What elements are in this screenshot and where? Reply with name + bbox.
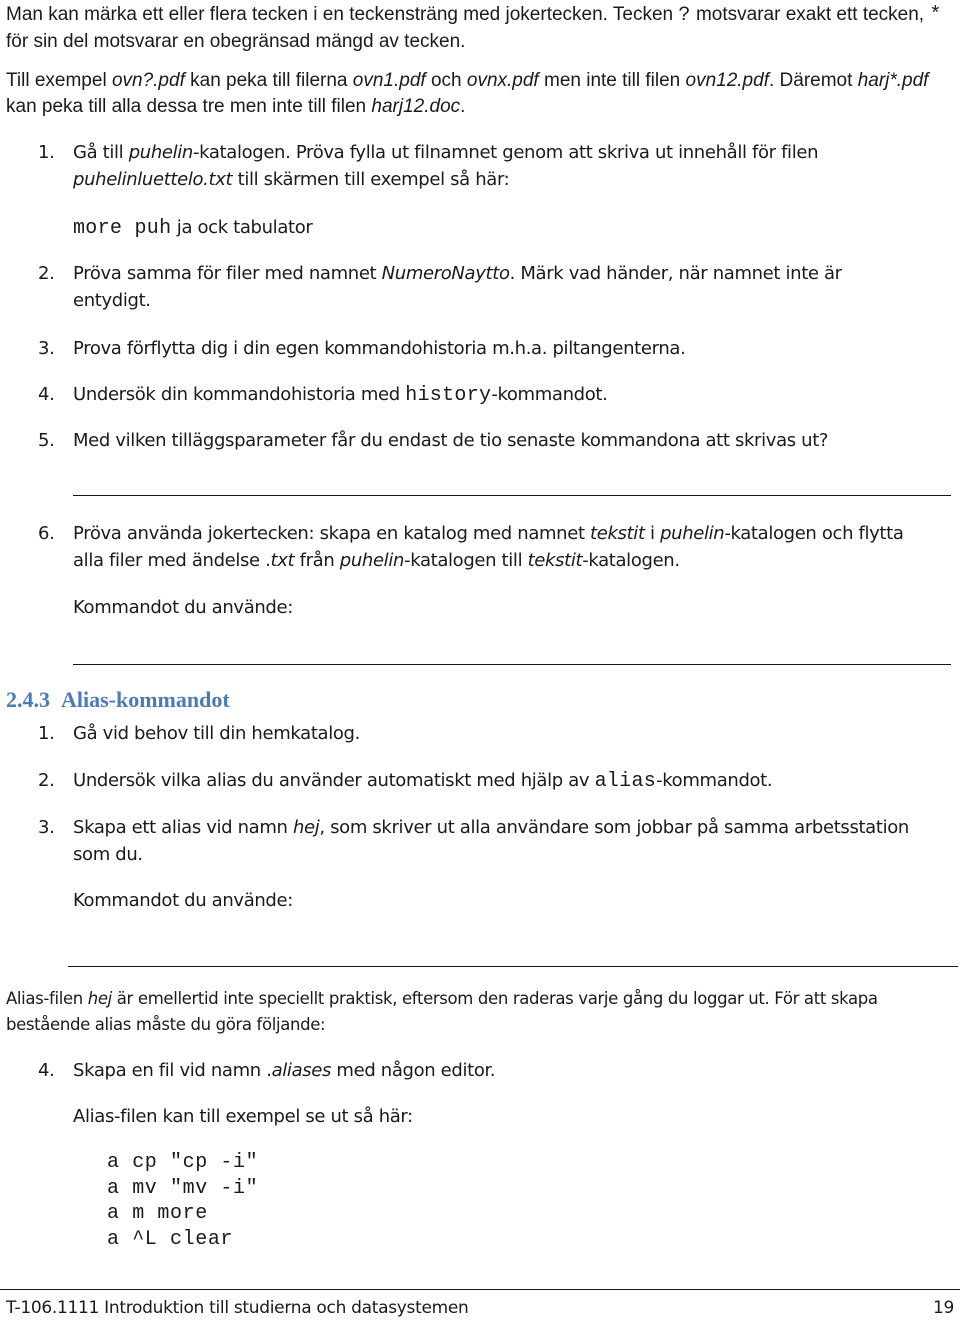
text: Skapa ett alias vid namn (73, 817, 293, 838)
task-text: som du. (73, 844, 143, 865)
text: Undersök din kommandohistoria med (73, 384, 406, 405)
example-intro: Alias-filen kan till exempel se ut så här: (73, 1106, 413, 1127)
dir-name: puhelin (128, 142, 193, 163)
task-number: 4. (38, 384, 55, 405)
alias-name: hej (87, 989, 112, 1008)
text: Alias-filen (6, 989, 88, 1008)
code-line: a mv "mv -i" (107, 1176, 259, 1200)
task-text (73, 767, 772, 795)
intro-line (6, 94, 928, 120)
task-number: 2. (38, 770, 55, 791)
text: -katalogen. Pröva fylla ut filnamnet genom att skriva ut innehåll för filen (192, 142, 819, 163)
text: -katalogen till (404, 550, 528, 571)
intro-line (6, 2, 942, 29)
text: -kommandot. (656, 770, 773, 791)
text: Gå till (73, 142, 129, 163)
text: Undersök vilka alias du använder automatiskt med hjälp av (73, 770, 595, 791)
command-used-label: Kommandot du använde: (73, 597, 293, 618)
task-text (73, 260, 842, 287)
code-snippet: alias (594, 770, 657, 793)
dir-name: puhelin (339, 550, 405, 571)
text: . (460, 96, 466, 117)
page-number: 19 (932, 1298, 954, 1318)
task-text: Prova förflytta dig i din egen kommandohistoria m.h.a. piltangenterna. (73, 338, 686, 359)
task-text (73, 1057, 495, 1084)
task-number: 3. (38, 338, 55, 359)
text: . Märk vad händer, när namnet inte är (509, 263, 842, 284)
text: kan peka till alla dessa tre men inte till filen (6, 96, 372, 117)
text: från (294, 550, 340, 571)
text: kan peka till filerna (184, 70, 353, 91)
task-text (73, 520, 904, 547)
text: är emellertid inte speciellt praktisk, eftersom den raderas varje gång du loggar ut. För att skapa (111, 989, 878, 1008)
task-number: 4. (38, 1060, 55, 1081)
text: och (425, 70, 467, 91)
code-snippet: history (405, 384, 492, 407)
task-text (73, 139, 818, 166)
text: , som skriver ut alla användare som jobbar på samma arbetsstation (319, 817, 909, 838)
dir-name: puhelin (660, 523, 725, 544)
example-filename: ovn1.pdf (352, 70, 426, 91)
task-number: 2. (38, 263, 55, 284)
task-number: 1. (38, 723, 55, 744)
text: Man kan märka ett eller flera tecken i en teckensträng med jokertecken. Tecken (6, 4, 679, 25)
answer-line[interactable] (73, 664, 951, 665)
intro-line (6, 68, 928, 94)
text: med någon editor. (331, 1060, 496, 1081)
intro-paragraph-1 (6, 2, 942, 55)
section-title: Alias-kommandot (61, 687, 230, 712)
task-code-example (73, 214, 312, 242)
text: motsvarar exakt ett tecken, (690, 4, 930, 25)
answer-line[interactable] (73, 495, 951, 496)
wildcard-question: ? (678, 4, 691, 27)
task-number: 1. (38, 142, 55, 163)
task-text: Med vilken tilläggsparameter får du endast de tio senaste kommandona att skrivas ut? (73, 430, 829, 451)
code-snippet: more puh (73, 217, 172, 240)
text: men inte till filen (538, 70, 686, 91)
note-line: bestående alias måste du göra följande: (6, 1015, 326, 1034)
example-filename: ovnx.pdf (466, 70, 539, 91)
text: till skärmen till exempel så här: (232, 169, 510, 190)
command-used-label: Kommandot du använde: (73, 890, 293, 911)
text: i (644, 523, 661, 544)
task-text (73, 814, 909, 841)
task-text: entydigt. (73, 290, 151, 311)
code-line: a m more (107, 1202, 208, 1225)
footer-divider (0, 1289, 960, 1290)
wildcard-star: * (929, 4, 942, 27)
task-number: 3. (38, 817, 55, 838)
alias-name: hej (292, 817, 320, 838)
file-name: puhelinluettelo.txt (73, 169, 233, 190)
task-text (73, 547, 680, 574)
note-paragraph (6, 986, 878, 1038)
text: . Däremot (768, 70, 858, 91)
text: Pröva samma för filer med namnet (73, 263, 382, 284)
text: Skapa en fil vid namn . (73, 1060, 272, 1081)
footer-course: T-106.1111 Introduktion till studierna och datasystemen (6, 1298, 469, 1318)
code-block (107, 1150, 258, 1252)
section-number: 2.4.3 (6, 687, 50, 712)
section-heading (6, 687, 230, 713)
code-line: a cp "cp -i" (107, 1151, 259, 1174)
example-filename: ovn12.pdf (685, 70, 769, 91)
example-filename: ovn?.pdf (111, 70, 185, 91)
task-number: 5. (38, 430, 55, 451)
note-line (6, 986, 878, 1012)
dir-name: tekstit (590, 523, 645, 544)
text: Pröva använda jokertecken: skapa en katalog med namnet (73, 523, 591, 544)
file-name: aliases (271, 1060, 332, 1081)
task-text: Gå vid behov till din hemkatalog. (73, 723, 360, 744)
text: alla filer med ändelse . (73, 550, 271, 571)
task-text (73, 166, 509, 193)
example-filename: harj*.pdf (857, 70, 929, 91)
extension: txt (270, 550, 295, 571)
example-filename: harj12.doc (371, 96, 461, 117)
dir-name: tekstit (527, 550, 583, 571)
task-text (73, 381, 607, 409)
code-line: a ^L clear (107, 1227, 234, 1251)
task-number: 6. (38, 523, 55, 544)
intro-line: för sin del motsvarar en obegränsad mängd av tecken. (6, 31, 466, 52)
text: -katalogen. (582, 550, 680, 571)
intro-paragraph-2 (6, 68, 928, 120)
file-name: NumeroNaytto (381, 263, 510, 284)
text: Till exempel (6, 70, 112, 91)
text: -katalogen och flytta (724, 523, 904, 544)
text: ja ock tabulator (171, 217, 313, 238)
text: -kommandot. (491, 384, 608, 405)
answer-line[interactable] (68, 966, 958, 967)
